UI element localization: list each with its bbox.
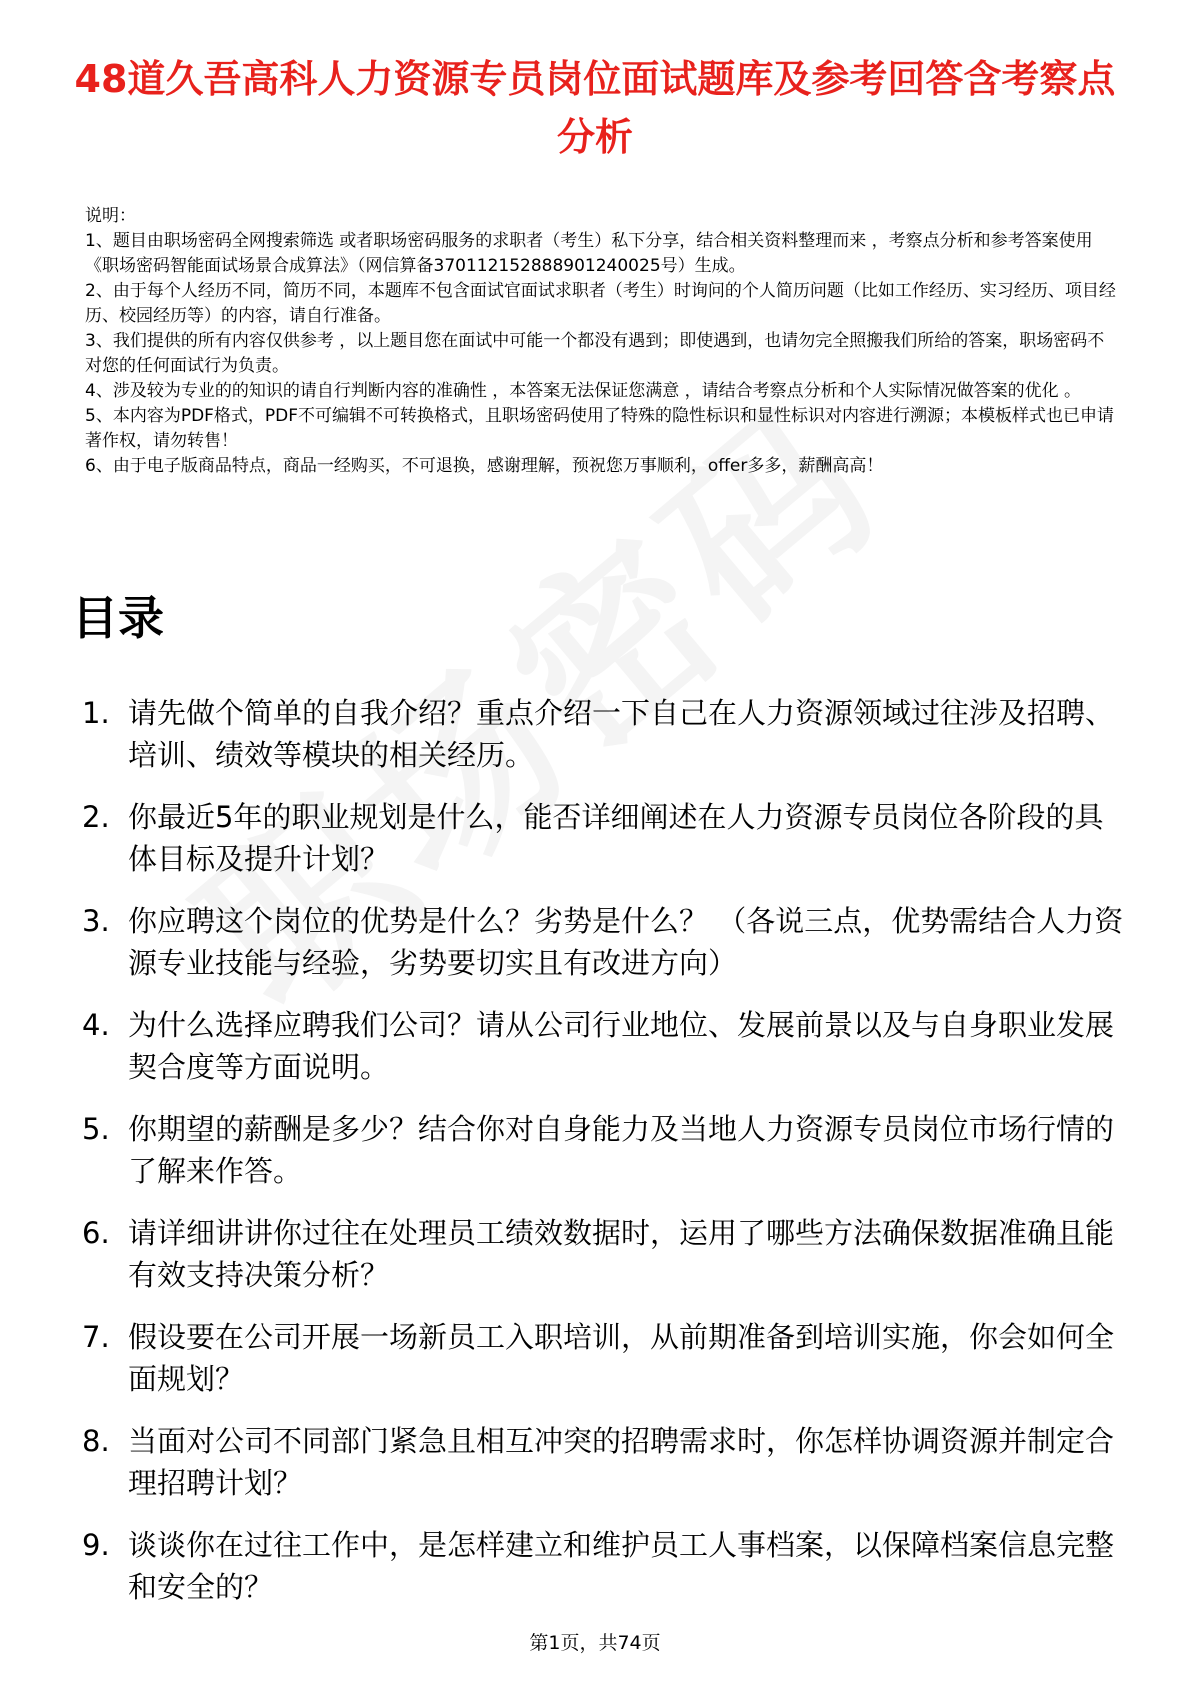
question-number: 2. — [82, 800, 110, 834]
question-text: 假设要在公司开展一场新员工入职培训，从前期准备到培训实施，你会如何全面规划？ — [128, 1320, 1115, 1396]
question-number: 5. — [82, 1112, 110, 1146]
question-item[interactable] — [82, 1212, 1124, 1296]
question-item[interactable] — [82, 1316, 1124, 1400]
question-number: 4. — [82, 1008, 110, 1042]
notes-heading: 说明： — [85, 206, 136, 226]
question-number: 7. — [82, 1320, 110, 1354]
question-item[interactable] — [82, 900, 1124, 984]
question-number: 9. — [82, 1528, 110, 1562]
question-item[interactable] — [82, 1420, 1124, 1504]
question-number: 8. — [82, 1424, 110, 1458]
note-item: 5、本内容为PDF格式，PDF不可编辑不可转换格式，且职场密码使用了特殊的隐性标识和显性标识对内容进行溯源；本模板样式也已申请著作权，请勿转售！ — [85, 406, 1115, 451]
question-item[interactable] — [82, 692, 1124, 776]
note-item: 3、我们提供的所有内容仅供参考 ，以上题目您在面试中可能一个都没有遇到；即使遇到，也请勿完全照搬我们所给的答案，职场密码不对您的任何面试行为负责。 — [85, 331, 1105, 376]
question-item[interactable] — [82, 1524, 1124, 1608]
question-text: 请详细讲讲你过往在处理员工绩效数据时，运用了哪些方法确保数据准确且能有效支持决策分析？ — [128, 1216, 1115, 1292]
question-text: 当面对公司不同部门紧急且相互冲突的招聘需求时，你怎样协调资源并制定合理招聘计划？ — [128, 1424, 1115, 1500]
question-list — [82, 692, 1124, 1628]
toc-heading: 目录 — [72, 591, 164, 645]
question-text: 你应聘这个岗位的优势是什么？劣势是什么？ （各说三点，优势需结合人力资源专业技能与经验，劣势要切实且有改进方向） — [128, 904, 1124, 980]
question-text: 谈谈你在过往工作中，是怎样建立和维护员工人事档案，以保障档案信息完整和安全的？ — [128, 1528, 1115, 1604]
document-title: 48道久吾高科人力资源专员岗位面试题库及参考回答含考察点分析 — [74, 57, 1116, 159]
question-number: 3. — [82, 904, 110, 938]
question-number: 6. — [82, 1216, 110, 1250]
question-number: 1. — [82, 696, 110, 730]
note-item: 2、由于每个人经历不同，简历不同，本题库不包含面试官面试求职者（考生）时询问的个人简历问题（比如工作经历、实习经历、项目经历、校园经历等）的内容，请自行准备。 — [85, 281, 1116, 326]
question-text: 请先做个简单的自我介绍？重点介绍一下自己在人力资源领域过往涉及招聘、培训、绩效等模块的相关经历。 — [128, 696, 1115, 772]
question-item[interactable] — [82, 1004, 1124, 1088]
page-footer: 第1页，共74页 — [529, 1632, 661, 1654]
note-item: 1、题目由职场密码全网搜索筛选 或者职场密码服务的求职者（考生）私下分享，结合相关资料整理而来 ，考察点分析和参考答案使用《职场密码智能面试场景合成算法》（网信算备370112152888901240025号）生成。 — [85, 231, 1093, 276]
note-item: 4、涉及较为专业的的知识的请自行判断内容的准确性 ，本答案无法保证您满意 ，请结合考察点分析和个人实际情况做答案的优化 。 — [85, 381, 1082, 401]
question-text: 你最近5年的职业规划是什么，能否详细阐述在人力资源专员岗位各阶段的具体目标及提升计划？ — [128, 800, 1104, 876]
question-item[interactable] — [82, 1108, 1124, 1192]
note-item: 6、由于电子版商品特点，商品一经购买，不可退换，感谢理解，预祝您万事顺利，offer多多，薪酬高高！ — [85, 456, 884, 476]
question-item[interactable] — [82, 796, 1124, 880]
question-text: 你期望的薪酬是多少？结合你对自身能力及当地人力资源专员岗位市场行情的了解来作答。 — [128, 1112, 1115, 1188]
notes-section — [85, 204, 1120, 479]
question-text: 为什么选择应聘我们公司？请从公司行业地位、发展前景以及与自身职业发展契合度等方面说明。 — [128, 1008, 1115, 1084]
